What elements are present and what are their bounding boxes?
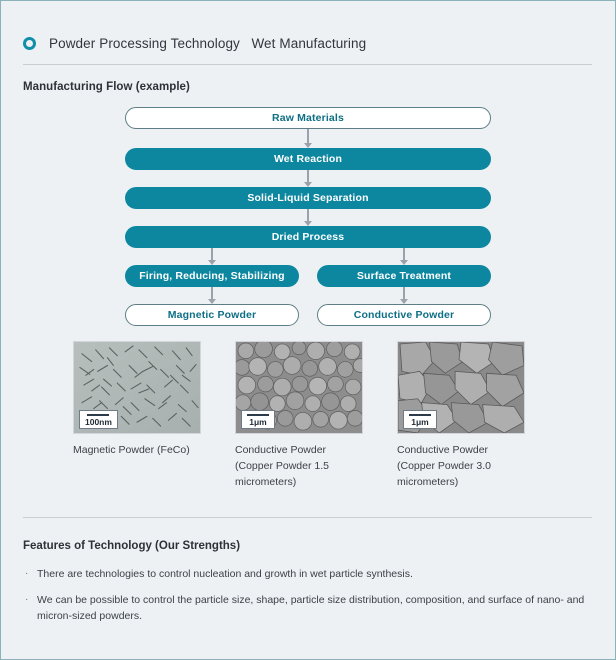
list-item-text: There are technologies to control nucleation and growth in wet particle synthesis. [37, 568, 413, 581]
scale-bar-label: 100nm [85, 416, 112, 427]
flow-node-conductive-powder[interactable]: Conductive Powder [317, 304, 491, 326]
scale-bar [79, 410, 118, 430]
ring-icon [23, 37, 36, 50]
page-title: Powder Processing Technology Wet Manufacturing [49, 35, 367, 51]
micrograph-gallery [1, 341, 615, 490]
scale-bar-label: 1μm [249, 416, 267, 427]
flow-arrow-down-icon [400, 248, 409, 265]
flow-arrow-down-icon [208, 248, 217, 265]
panel-header [1, 1, 615, 59]
scale-bar-label: 1μm [411, 416, 429, 427]
manufacturing-flow-heading: Manufacturing Flow (example) [23, 81, 190, 93]
flow-node-magnetic-powder[interactable]: Magnetic Powder [125, 304, 299, 326]
figure-magnetic-powder [73, 341, 201, 490]
flow-arrow-down-icon [208, 287, 217, 304]
bullet-marker-icon: · [25, 593, 29, 605]
figure-conductive-powder-3-0 [397, 341, 525, 490]
micrograph-image-feco [73, 341, 201, 434]
figure-conductive-powder-1-5 [235, 341, 363, 490]
manufacturing-flow-diagram [1, 107, 615, 335]
flow-arrow-down-icon [304, 209, 313, 226]
scale-bar [403, 410, 437, 430]
flow-node-raw-materials[interactable]: Raw Materials [125, 107, 491, 129]
features-heading: Features of Technology (Our Strengths) [23, 540, 241, 553]
flow-node-solid-liquid-separation[interactable]: Solid-Liquid Separation [125, 187, 491, 209]
scale-bar [241, 410, 275, 430]
flow-arrow-down-icon [400, 287, 409, 304]
list-item [25, 592, 585, 625]
micrograph-image-copper-3-0um [397, 341, 525, 434]
bullet-marker-icon: · [25, 568, 29, 580]
flow-node-surface-treatment[interactable]: Surface Treatment [317, 265, 491, 287]
figure-caption: Conductive Powder (Copper Powder 3.0 micrometers) [397, 444, 491, 488]
scale-bar-line [409, 414, 431, 416]
scale-bar-line [87, 414, 109, 416]
flow-node-firing-reducing-stabilizing[interactable]: Firing, Reducing, Stabilizing [125, 265, 299, 287]
flow-arrow-down-icon [304, 129, 313, 148]
features-list [1, 552, 615, 624]
scale-bar-line [247, 414, 269, 416]
micrograph-image-copper-1-5um [235, 341, 363, 434]
figure-caption: Conductive Powder (Copper Powder 1.5 micrometers) [235, 444, 329, 488]
flow-node-dried-process[interactable]: Dried Process [125, 226, 491, 248]
flow-arrow-down-icon [304, 170, 313, 187]
list-item [25, 566, 585, 582]
flow-node-wet-reaction[interactable]: Wet Reaction [125, 148, 491, 170]
figure-caption: Magnetic Powder (FeCo) [73, 444, 190, 456]
list-item-text: We can be possible to control the particle size, shape, particle size distribution, composition, and surface of nano- and micron-sized powders. [37, 593, 585, 622]
